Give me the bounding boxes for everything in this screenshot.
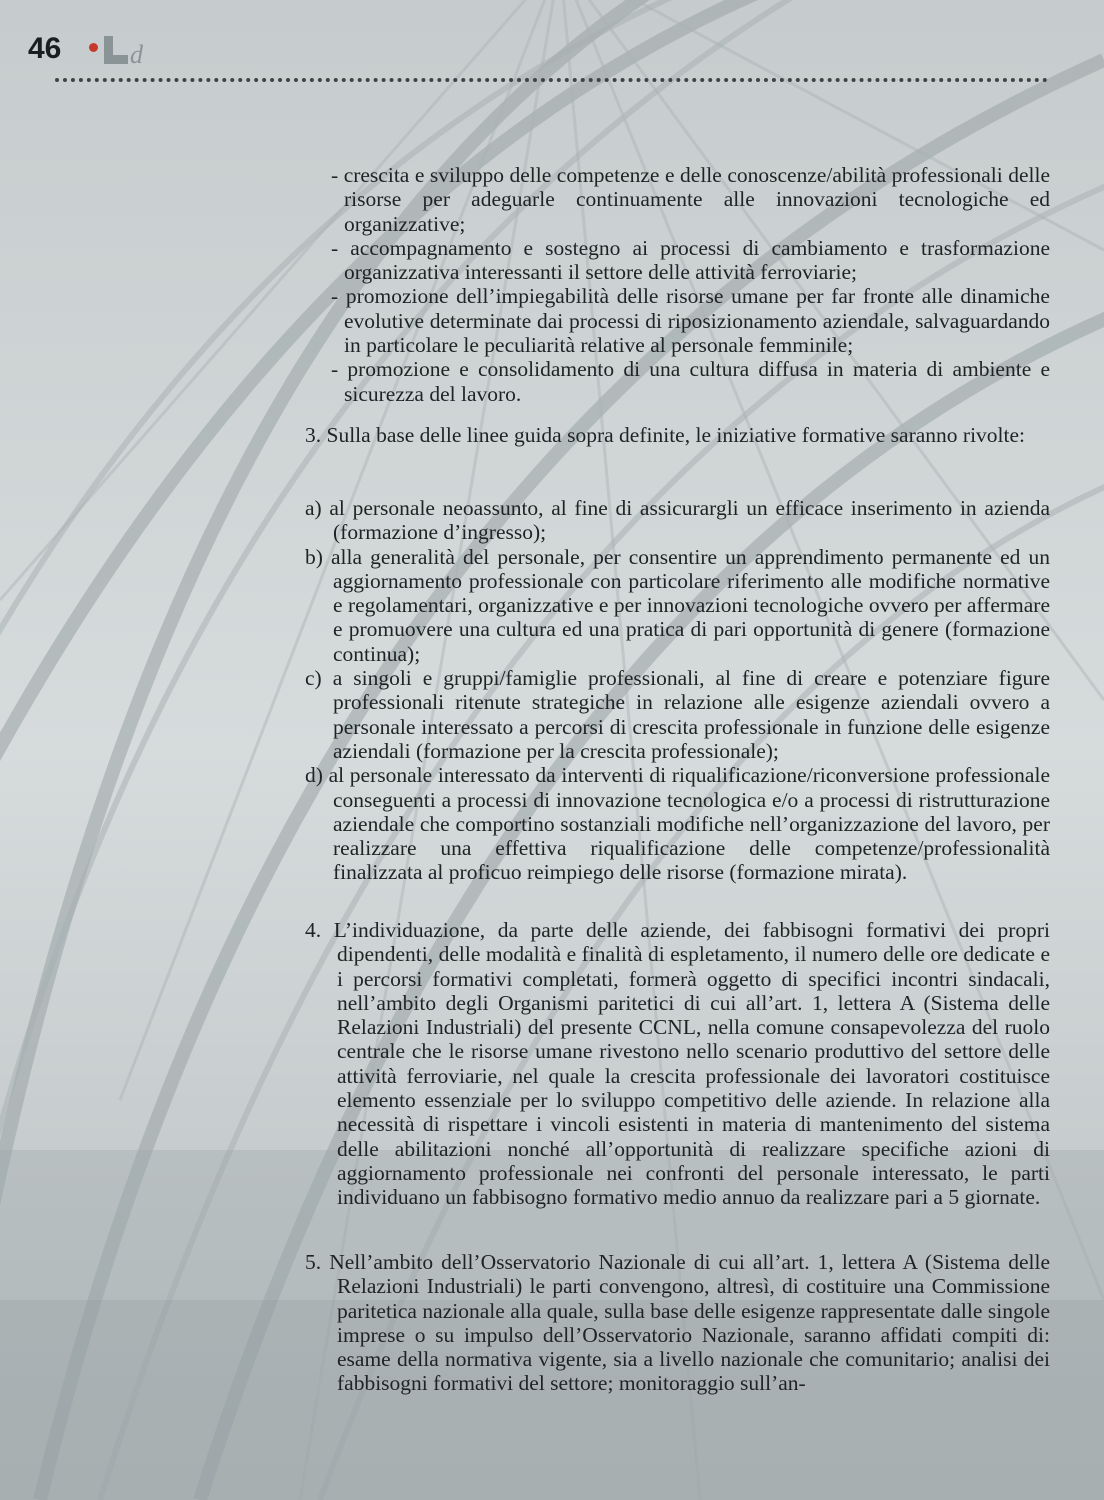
- section-5-text: 5. Nell’ambito dell’Osservatorio Nazionale di cui all’art. 1, lettera A (Sistema delle Relazioni Industriali) le parti convengono, altresì, di costituire una Commissione paritetica nazionale alla quale, sulla base delle esigenze rappresentate dalle singole imprese o su impulso dell’Osservatorio Nazionale, saranno affidati compiti di: esame della normativa vigente, sia a livello nazionale che comunitario; analisi dei fabbisogni formativi del settore; monitoraggio sull’an-: [305, 1250, 1051, 1396]
- list-item: - promozione dell’impiegabilità delle risorse umane per far fronte alle dinamiche evolutive determinate dai processi di riposizionamento aziendale, salvaguardando in particolare le peculiarità relative al personale femminile;: [331, 284, 1050, 358]
- list-item: a) al personale neoassunto, al fine di assicurargli un efficace inserimento in azienda (formazione d’ingresso);: [305, 496, 1051, 545]
- section-4-text: 4. L’individuazione, da parte delle aziende, dei fabbisogni formativi dei propri dipendenti, delle modalità e finalità di espletamento, il numero delle ore dedicate e i percorsi formativi completati, formerà oggetto di specifici incontri sindacali, nell’ambito degli Organismi paritetici di cui all’art. 1, lettera A (Sistema delle Relazioni Industriali) del presente CCNL, nella comune consapevolezza del ruolo centrale che le risorse umane rivestono nello scenario produttivo del settore delle attività ferroviarie, nel quale la crescita professionale dei lavoratori costituisce elemento essenziale per lo sviluppo competitivo delle aziende. In relazione alla necessità di rispettare i vincoli esistenti in materia di mantenimento del sistema delle abilitazioni nonché all’opportunità di realizzare specifiche azioni di aggiornamento professionale nei confronti del personale interessato, le parti individuano un fabbisogno formativo medio annuo da realizzare pari a 5 giornate.: [305, 918, 1050, 1210]
- guideline-bullets: [305, 163, 1050, 406]
- list-item: d) al personale interessato da interventi di riqualificazione/riconversione professionale conseguenti a processi di innovazione tecnologica e/o a processi di ristrutturazione aziendale che comportino sostanziali modifiche nell’organizzazione del lavoro, per realizzare una effettiva riqualificazione delle competenze/professionalità finalizzata al proficuo reimpiego delle risorse (formazione mirata).: [305, 763, 1050, 885]
- svg-text:d: d: [130, 40, 143, 68]
- section-4: [305, 918, 1050, 1210]
- page-number: 46: [28, 32, 62, 65]
- list-item: b) alla generalità del personale, per consentire un apprendimento permanente ed un aggiornamento professionale con particolare riferimento alle modifiche normative e regolamentari, organizzative e per innovazioni tecnologiche ovvero per affermare e promuovere una cultura ed una pratica di pari opportunità di genere (formazione continua);: [305, 544, 1051, 666]
- list-item: - crescita e sviluppo delle competenze e delle conoscenze/abilità professionali delle risorse per adeguarle continuamente alle innovazioni tecnologiche ed organizzative;: [331, 163, 1050, 236]
- section-3-intro: 3. Sulla base delle linee guida sopra definite, le iniziative formative saranno rivolte:: [305, 423, 1026, 447]
- section-3: [305, 423, 1050, 447]
- section-5: [305, 1250, 1050, 1396]
- list-item: c) a singoli e gruppi/famiglie professionali, al fine di creare e potenziare figure professionali ritenute strategiche in relazione alle esigenze aziendali ovvero a personale interessato a percorsi di crescita professionale in funzione delle esigenze aziendali (formazione per la crescita professionale);: [305, 666, 1050, 763]
- list-item: - accompagnamento e sostegno ai processi di cambiamento e trasformazione organizzativa interessanti il settore delle attività ferroviarie;: [331, 235, 1050, 285]
- section-3-subitems: [305, 496, 1050, 885]
- list-item: - promozione e consolidamento di una cultura diffusa in materia di ambiente e sicurezza del lavoro.: [331, 357, 1050, 406]
